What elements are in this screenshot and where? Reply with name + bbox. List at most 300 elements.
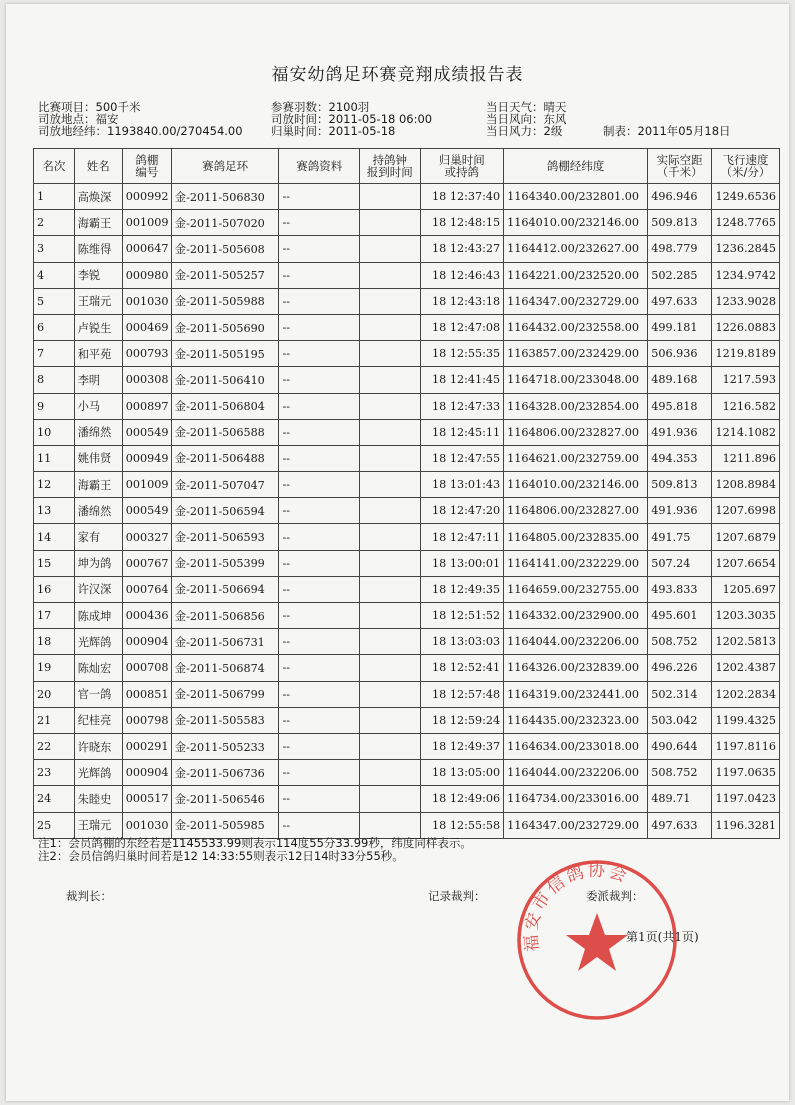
cell-loft-id: 000793 [122, 341, 171, 367]
report-title: 福安幼鸽足环赛竞翔成绩报告表 [271, 65, 524, 85]
cell-arrival: 18 12:52:41 [420, 655, 504, 681]
cell-info: -- [279, 733, 359, 759]
cell-distance: 502.314 [648, 681, 712, 707]
cell-distance: 495.818 [648, 393, 712, 419]
cell-info: -- [279, 603, 359, 629]
cell-coords: 1164326.00/232839.00 [504, 655, 648, 681]
cell-loft-id: 000327 [122, 524, 171, 550]
cell-rank: 17 [34, 603, 75, 629]
cell-loft-id: 000549 [122, 498, 171, 524]
meta-weather: 当日天气：晴天 [486, 100, 567, 114]
cell-clock-time [359, 524, 420, 550]
cell-distance: 491.936 [648, 498, 712, 524]
cell-name: 姚伟贤 [74, 445, 122, 471]
cell-speed: 1234.9742 [711, 262, 779, 288]
cell-distance: 496.226 [648, 655, 712, 681]
cell-info: -- [279, 393, 359, 419]
table-row [34, 184, 780, 210]
judge-signature-label: 裁判长： [66, 889, 112, 903]
cell-info: -- [279, 419, 359, 445]
cell-rank: 3 [34, 236, 75, 262]
cell-arrival: 18 12:55:58 [420, 812, 504, 838]
meta-release-place: 司放地点：福安 [38, 112, 119, 126]
cell-speed: 1199.4325 [711, 707, 779, 733]
table-row [34, 314, 780, 340]
cell-coords: 1164044.00/232206.00 [504, 760, 648, 786]
cell-name: 高焕深 [74, 184, 122, 210]
cell-name: 王瑞元 [74, 812, 122, 838]
cell-distance: 497.633 [648, 288, 712, 314]
cell-name: 陈维得 [74, 236, 122, 262]
page-number: 第1页(共1页) [626, 930, 699, 944]
cell-rank: 18 [34, 629, 75, 655]
cell-loft-id: 000904 [122, 629, 171, 655]
table-row [34, 812, 780, 838]
cell-arrival: 18 12:55:35 [420, 341, 504, 367]
cell-arrival: 18 12:47:08 [420, 314, 504, 340]
cell-clock-time [359, 262, 420, 288]
table-row [34, 681, 780, 707]
meta-col-1 [38, 101, 243, 137]
cell-name: 陈成坤 [74, 603, 122, 629]
cell-speed: 1205.697 [711, 576, 779, 602]
cell-rank: 24 [34, 786, 75, 812]
cell-loft-id: 000798 [122, 707, 171, 733]
cell-clock-time [359, 786, 420, 812]
cell-rank: 6 [34, 314, 75, 340]
header-name: 姓名 [74, 149, 122, 184]
cell-name: 潘绵然 [74, 498, 122, 524]
table-row [34, 210, 780, 236]
header-clock-time: 持鸽钟 报到时间 [359, 149, 420, 184]
cell-info: -- [279, 524, 359, 550]
cell-ring: 金-2011-505985 [171, 812, 279, 838]
meta-entries: 参赛羽数：2100羽 [271, 100, 370, 114]
notes [38, 837, 472, 863]
cell-info: -- [279, 681, 359, 707]
cell-arrival: 18 12:51:52 [420, 603, 504, 629]
table-row [34, 707, 780, 733]
cell-loft-id: 000992 [122, 184, 171, 210]
cell-speed: 1226.0883 [711, 314, 779, 340]
header-speed: 飞行速度 （米/分） [711, 149, 779, 184]
cell-name: 和平苑 [74, 341, 122, 367]
table-row [34, 576, 780, 602]
meta-release-coords: 司放地经纬：1193840.00/270454.00 [38, 124, 243, 138]
cell-ring: 金-2011-506804 [171, 393, 279, 419]
cell-name: 光辉鸽 [74, 760, 122, 786]
cell-info: -- [279, 760, 359, 786]
cell-arrival: 18 12:37:40 [420, 184, 504, 210]
cell-clock-time [359, 733, 420, 759]
cell-name: 王瑞元 [74, 288, 122, 314]
cell-rank: 25 [34, 812, 75, 838]
cell-coords: 1164347.00/232729.00 [504, 812, 648, 838]
cell-name: 许汉深 [74, 576, 122, 602]
cell-coords: 1164659.00/232755.00 [504, 576, 648, 602]
cell-info: -- [279, 210, 359, 236]
cell-coords: 1164435.00/232323.00 [504, 707, 648, 733]
cell-coords: 1164432.00/232558.00 [504, 314, 648, 340]
cell-clock-time [359, 445, 420, 471]
cell-info: -- [279, 498, 359, 524]
table-header-row [34, 149, 780, 184]
meta-event: 比赛项目：500千米 [38, 100, 141, 114]
cell-ring: 金-2011-506874 [171, 655, 279, 681]
cell-clock-time [359, 472, 420, 498]
cell-distance: 489.168 [648, 367, 712, 393]
cell-arrival: 18 12:46:43 [420, 262, 504, 288]
cell-speed: 1248.7765 [711, 210, 779, 236]
cell-name: 坤为鸽 [74, 550, 122, 576]
cell-speed: 1216.582 [711, 393, 779, 419]
table-row [34, 445, 780, 471]
table-row [34, 472, 780, 498]
cell-rank: 8 [34, 367, 75, 393]
meta-wind-force: 当日风力：2级 [486, 124, 563, 138]
cell-clock-time [359, 812, 420, 838]
cell-clock-time [359, 367, 420, 393]
cell-coords: 1164718.00/233048.00 [504, 367, 648, 393]
meta-return-time: 归巢时间：2011-05-18 [271, 124, 396, 138]
cell-distance: 508.752 [648, 629, 712, 655]
cell-clock-time [359, 314, 420, 340]
cell-info: -- [279, 655, 359, 681]
cell-ring: 金-2011-506588 [171, 419, 279, 445]
header-ring: 赛鸽足环 [171, 149, 279, 184]
cell-coords: 1164328.00/232854.00 [504, 393, 648, 419]
cell-loft-id: 000308 [122, 367, 171, 393]
meta-col-3 [486, 101, 567, 137]
cell-rank: 15 [34, 550, 75, 576]
cell-ring: 金-2011-505608 [171, 236, 279, 262]
cell-distance: 499.181 [648, 314, 712, 340]
cell-loft-id: 000291 [122, 733, 171, 759]
cell-info: -- [279, 367, 359, 393]
results-table [33, 148, 780, 839]
cell-arrival: 18 13:03:03 [420, 629, 504, 655]
cell-speed: 1249.6536 [711, 184, 779, 210]
cell-arrival: 18 13:05:00 [420, 760, 504, 786]
cell-distance: 494.353 [648, 445, 712, 471]
cell-info: -- [279, 786, 359, 812]
cell-speed: 1197.0635 [711, 760, 779, 786]
cell-ring: 金-2011-505195 [171, 341, 279, 367]
cell-arrival: 18 12:41:45 [420, 367, 504, 393]
table-row [34, 524, 780, 550]
cell-distance: 503.042 [648, 707, 712, 733]
cell-coords: 1164332.00/232900.00 [504, 603, 648, 629]
cell-name: 海霸王 [74, 472, 122, 498]
cell-arrival: 18 12:47:11 [420, 524, 504, 550]
cell-coords: 1163857.00/232429.00 [504, 341, 648, 367]
cell-name: 海霸王 [74, 210, 122, 236]
cell-name: 朱睦史 [74, 786, 122, 812]
cell-speed: 1196.3281 [711, 812, 779, 838]
cell-speed: 1217.593 [711, 367, 779, 393]
cell-info: -- [279, 576, 359, 602]
cell-ring: 金-2011-505233 [171, 733, 279, 759]
cell-clock-time [359, 550, 420, 576]
cell-name: 许晓东 [74, 733, 122, 759]
table-row [34, 393, 780, 419]
recorder-signature-label: 记录裁判： [428, 889, 486, 903]
cell-speed: 1219.8189 [711, 341, 779, 367]
table-row [34, 733, 780, 759]
cell-distance: 507.24 [648, 550, 712, 576]
cell-coords: 1164806.00/232827.00 [504, 498, 648, 524]
cell-distance: 502.285 [648, 262, 712, 288]
cell-distance: 497.633 [648, 812, 712, 838]
header-distance: 实际空距 （千米） [648, 149, 712, 184]
cell-coords: 1164319.00/232441.00 [504, 681, 648, 707]
cell-name: 陈灿宏 [74, 655, 122, 681]
cell-clock-time [359, 498, 420, 524]
cell-rank: 5 [34, 288, 75, 314]
cell-name: 光辉鸽 [74, 629, 122, 655]
cell-loft-id: 000980 [122, 262, 171, 288]
table-row [34, 629, 780, 655]
cell-info: -- [279, 550, 359, 576]
cell-info: -- [279, 184, 359, 210]
cell-ring: 金-2011-505690 [171, 314, 279, 340]
cell-clock-time [359, 655, 420, 681]
cell-loft-id: 000949 [122, 445, 171, 471]
cell-coords: 1164347.00/232729.00 [504, 288, 648, 314]
cell-rank: 20 [34, 681, 75, 707]
cell-coords: 1164806.00/232827.00 [504, 419, 648, 445]
cell-coords: 1164010.00/232146.00 [504, 472, 648, 498]
cell-rank: 22 [34, 733, 75, 759]
cell-clock-time [359, 341, 420, 367]
cell-loft-id: 001030 [122, 288, 171, 314]
cell-arrival: 18 12:49:35 [420, 576, 504, 602]
cell-coords: 1164634.00/233018.00 [504, 733, 648, 759]
table-row [34, 498, 780, 524]
cell-rank: 11 [34, 445, 75, 471]
cell-info: -- [279, 472, 359, 498]
cell-speed: 1211.896 [711, 445, 779, 471]
cell-name: 纪桂亮 [74, 707, 122, 733]
table-row [34, 288, 780, 314]
cell-clock-time [359, 681, 420, 707]
cell-speed: 1207.6998 [711, 498, 779, 524]
cell-info: -- [279, 812, 359, 838]
cell-info: -- [279, 288, 359, 314]
cell-ring: 金-2011-506594 [171, 498, 279, 524]
table-row [34, 760, 780, 786]
cell-distance: 508.752 [648, 760, 712, 786]
cell-ring: 金-2011-506694 [171, 576, 279, 602]
cell-speed: 1197.0423 [711, 786, 779, 812]
cell-info: -- [279, 314, 359, 340]
cell-speed: 1214.1082 [711, 419, 779, 445]
cell-clock-time [359, 288, 420, 314]
cell-arrival: 18 12:48:15 [420, 210, 504, 236]
cell-coords: 1164141.00/232229.00 [504, 550, 648, 576]
cell-arrival: 18 12:47:55 [420, 445, 504, 471]
table-row [34, 655, 780, 681]
cell-clock-time [359, 576, 420, 602]
cell-clock-time [359, 707, 420, 733]
cell-loft-id: 000647 [122, 236, 171, 262]
cell-name: 潘绵然 [74, 419, 122, 445]
cell-name: 官一鸽 [74, 681, 122, 707]
cell-distance: 496.946 [648, 184, 712, 210]
table-row [34, 419, 780, 445]
cell-ring: 金-2011-506856 [171, 603, 279, 629]
cell-ring: 金-2011-505257 [171, 262, 279, 288]
cell-clock-time [359, 629, 420, 655]
cell-loft-id: 000469 [122, 314, 171, 340]
cell-distance: 498.779 [648, 236, 712, 262]
cell-ring: 金-2011-507020 [171, 210, 279, 236]
cell-coords: 1164010.00/232146.00 [504, 210, 648, 236]
cell-arrival: 18 12:57:48 [420, 681, 504, 707]
table-row [34, 262, 780, 288]
cell-info: -- [279, 341, 359, 367]
cell-arrival: 18 12:43:18 [420, 288, 504, 314]
cell-loft-id: 000764 [122, 576, 171, 602]
cell-speed: 1208.8984 [711, 472, 779, 498]
svg-text:福安市信鸽协会: 福安市信鸽协会 [521, 860, 632, 953]
cell-distance: 490.644 [648, 733, 712, 759]
cell-ring: 金-2011-506546 [171, 786, 279, 812]
cell-arrival: 18 12:59:24 [420, 707, 504, 733]
header-info: 赛鸽资料 [279, 149, 359, 184]
cell-loft-id: 000549 [122, 419, 171, 445]
header-rank: 名次 [34, 149, 75, 184]
cell-rank: 4 [34, 262, 75, 288]
cell-distance: 509.813 [648, 210, 712, 236]
cell-distance: 493.833 [648, 576, 712, 602]
cell-loft-id: 000904 [122, 760, 171, 786]
cell-ring: 金-2011-506593 [171, 524, 279, 550]
cell-rank: 14 [34, 524, 75, 550]
cell-ring: 金-2011-506799 [171, 681, 279, 707]
header-coords: 鸽棚经纬度 [504, 149, 648, 184]
cell-name: 李锐 [74, 262, 122, 288]
cell-info: -- [279, 262, 359, 288]
meta-made-date: 制表：2011年05月18日 [603, 124, 731, 138]
cell-arrival: 18 13:00:01 [420, 550, 504, 576]
table-row [34, 603, 780, 629]
cell-coords: 1164044.00/232206.00 [504, 629, 648, 655]
cell-ring: 金-2011-506830 [171, 184, 279, 210]
cell-loft-id: 001030 [122, 812, 171, 838]
cell-rank: 23 [34, 760, 75, 786]
cell-clock-time [359, 236, 420, 262]
cell-rank: 1 [34, 184, 75, 210]
cell-info: -- [279, 629, 359, 655]
cell-coords: 1164340.00/232801.00 [504, 184, 648, 210]
delegate-signature-label: 委派裁判： [586, 889, 644, 903]
cell-distance: 506.936 [648, 341, 712, 367]
cell-info: -- [279, 707, 359, 733]
cell-arrival: 18 12:43:27 [420, 236, 504, 262]
cell-ring: 金-2011-506736 [171, 760, 279, 786]
cell-coords: 1164221.00/232520.00 [504, 262, 648, 288]
cell-arrival: 18 13:01:43 [420, 472, 504, 498]
header-arrival: 归巢时间 或持鸽 [420, 149, 504, 184]
cell-ring: 金-2011-507047 [171, 472, 279, 498]
cell-speed: 1203.3035 [711, 603, 779, 629]
cell-arrival: 18 12:49:37 [420, 733, 504, 759]
cell-speed: 1207.6654 [711, 550, 779, 576]
meta-col-2 [271, 101, 432, 137]
cell-speed: 1207.6879 [711, 524, 779, 550]
cell-arrival: 18 12:45:11 [420, 419, 504, 445]
cell-clock-time [359, 760, 420, 786]
cell-info: -- [279, 236, 359, 262]
cell-arrival: 18 12:49:06 [420, 786, 504, 812]
cell-ring: 金-2011-506410 [171, 367, 279, 393]
cell-speed: 1202.4387 [711, 655, 779, 681]
cell-coords: 1164805.00/232835.00 [504, 524, 648, 550]
cell-info: -- [279, 445, 359, 471]
cell-rank: 7 [34, 341, 75, 367]
cell-loft-id: 000851 [122, 681, 171, 707]
cell-clock-time [359, 184, 420, 210]
table-row [34, 236, 780, 262]
cell-name: 李明 [74, 367, 122, 393]
cell-rank: 19 [34, 655, 75, 681]
cell-rank: 2 [34, 210, 75, 236]
cell-rank: 10 [34, 419, 75, 445]
cell-speed: 1202.5813 [711, 629, 779, 655]
table-row [34, 786, 780, 812]
cell-speed: 1236.2845 [711, 236, 779, 262]
meta-wind-direction: 当日风向：东风 [486, 112, 567, 126]
cell-speed: 1202.2834 [711, 681, 779, 707]
cell-speed: 1233.9028 [711, 288, 779, 314]
cell-ring: 金-2011-505399 [171, 550, 279, 576]
cell-name: 小马 [74, 393, 122, 419]
cell-ring: 金-2011-505988 [171, 288, 279, 314]
cell-arrival: 18 12:47:33 [420, 393, 504, 419]
cell-loft-id: 000897 [122, 393, 171, 419]
cell-coords: 1164412.00/232627.00 [504, 236, 648, 262]
cell-rank: 21 [34, 707, 75, 733]
cell-name: 卢锐生 [74, 314, 122, 340]
cell-loft-id: 001009 [122, 472, 171, 498]
cell-loft-id: 000767 [122, 550, 171, 576]
note-2: 注2：会员信鸽归巢时间若是12 14:33:55则表示12日14时33分55秒。 [38, 849, 404, 863]
cell-arrival: 18 12:47:20 [420, 498, 504, 524]
cell-speed: 1197.8116 [711, 733, 779, 759]
cell-name: 家有 [74, 524, 122, 550]
cell-loft-id: 000517 [122, 786, 171, 812]
cell-rank: 13 [34, 498, 75, 524]
cell-distance: 491.75 [648, 524, 712, 550]
cell-clock-time [359, 393, 420, 419]
table-row [34, 341, 780, 367]
cell-rank: 9 [34, 393, 75, 419]
cell-distance: 489.71 [648, 786, 712, 812]
cell-loft-id: 000436 [122, 603, 171, 629]
note-1: 注1：会员鸽棚的东经若是1145533.99则表示114度55分33.99秒，纬度同样表示。 [38, 836, 472, 850]
cell-distance: 491.936 [648, 419, 712, 445]
cell-coords: 1164734.00/233016.00 [504, 786, 648, 812]
meta-release-time: 司放时间：2011-05-18 06:00 [271, 112, 433, 126]
table-row [34, 367, 780, 393]
cell-loft-id: 000708 [122, 655, 171, 681]
header-loft-id: 鸽棚 编号 [122, 149, 171, 184]
cell-clock-time [359, 210, 420, 236]
cell-distance: 509.813 [648, 472, 712, 498]
table-row [34, 550, 780, 576]
cell-coords: 1164621.00/232759.00 [504, 445, 648, 471]
